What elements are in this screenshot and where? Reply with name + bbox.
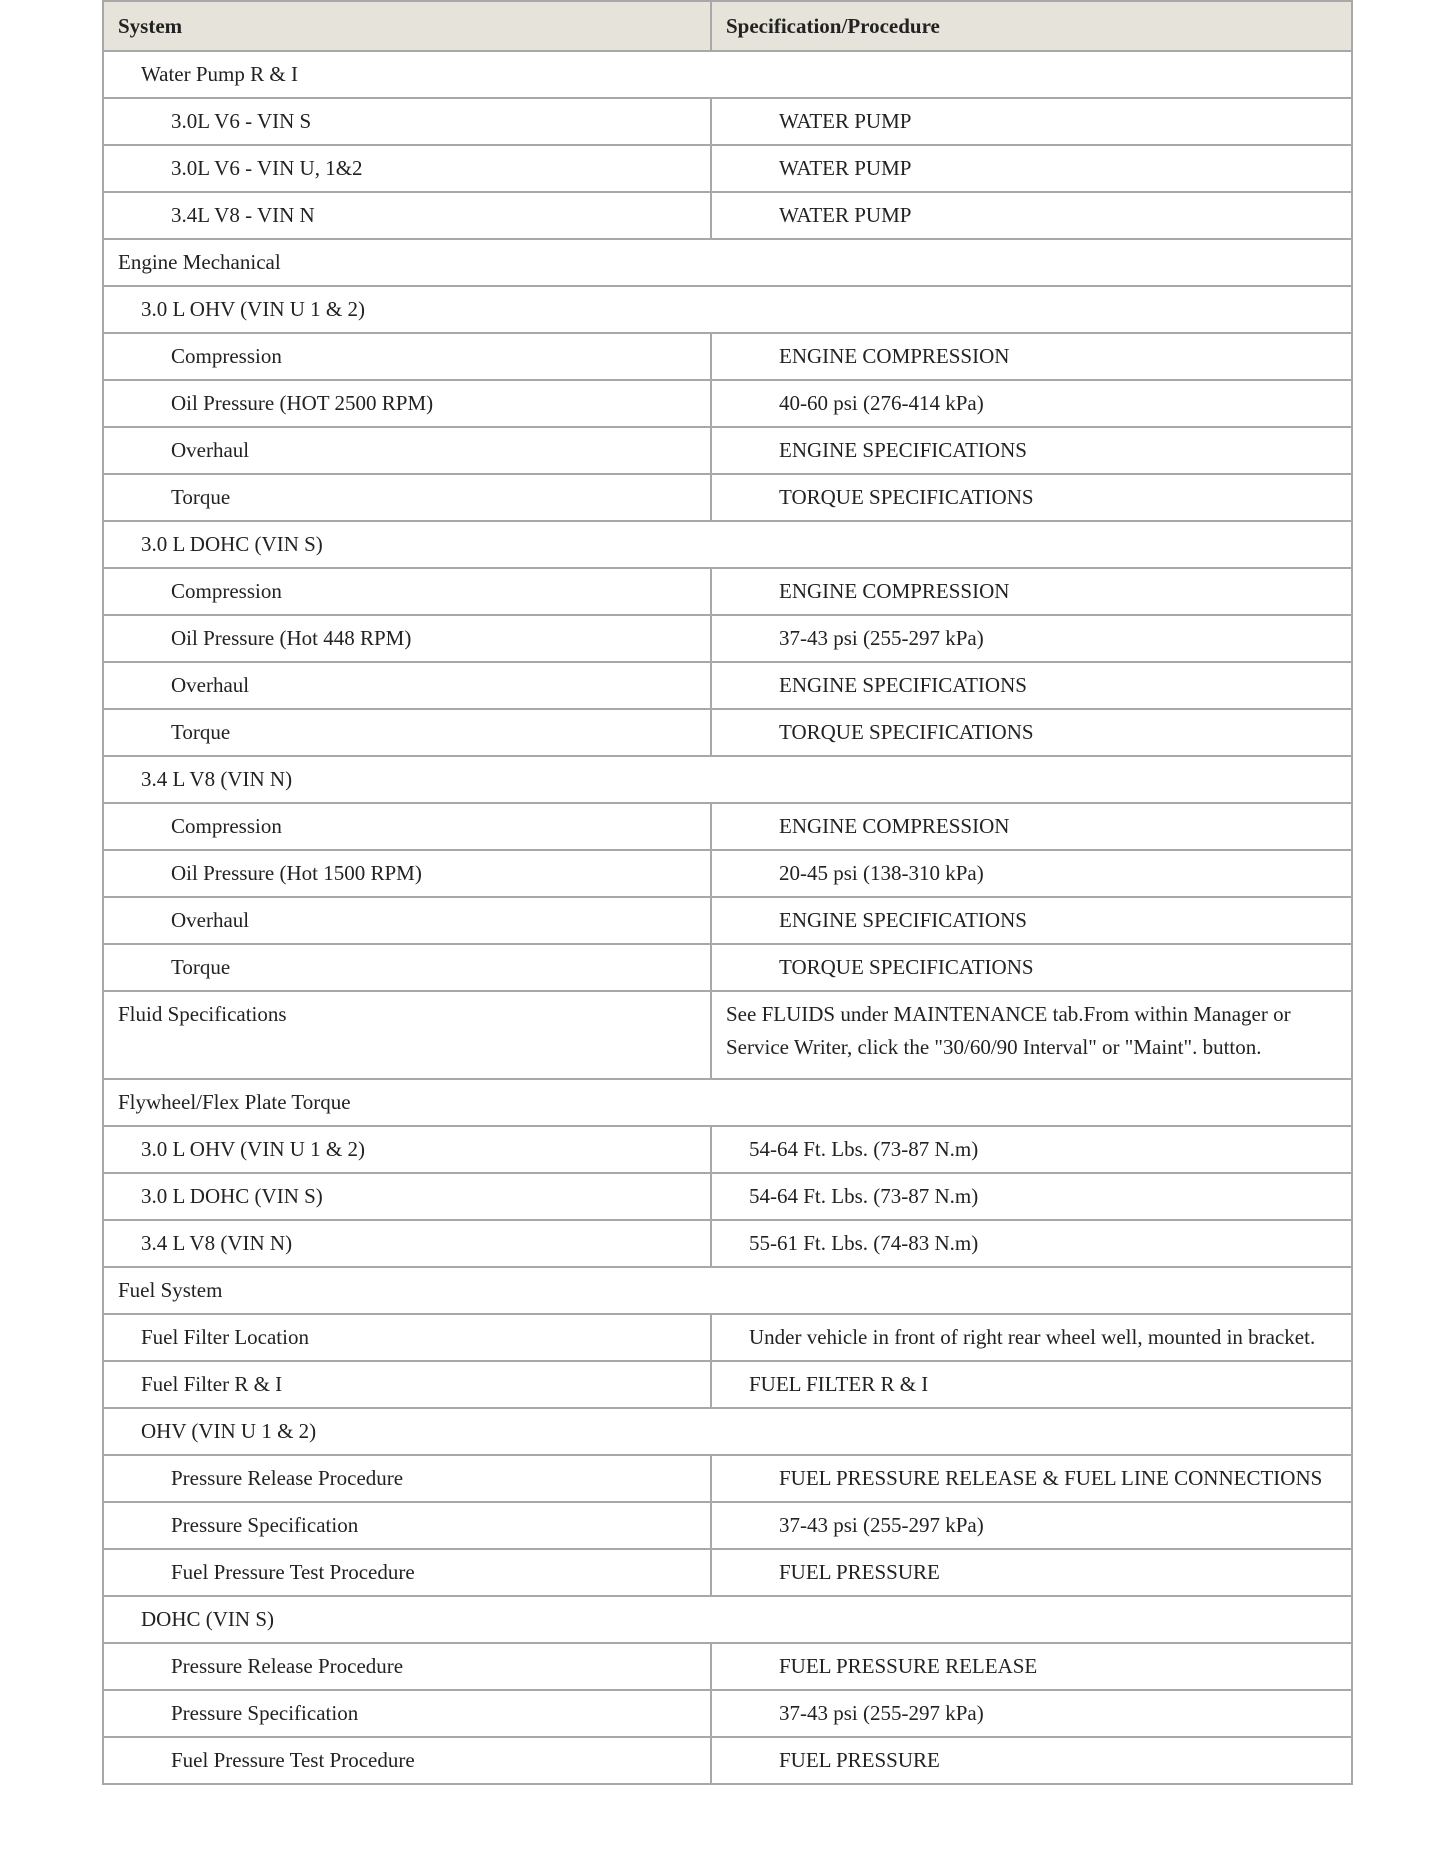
specification-cell: ENGINE COMPRESSION [711, 568, 1352, 615]
section-heading: 3.4 L V8 (VIN N) [103, 756, 1352, 803]
section-heading: DOHC (VIN S) [103, 1596, 1352, 1643]
specification-cell: FUEL PRESSURE [711, 1737, 1352, 1784]
system-cell: Fuel Pressure Test Procedure [103, 1549, 711, 1596]
table-row [103, 98, 1352, 145]
specification-cell: Under vehicle in front of right rear wheel well, mounted in bracket. [711, 1314, 1352, 1361]
specification-cell: WATER PUMP [711, 192, 1352, 239]
specification-cell: 40-60 psi (276-414 kPa) [711, 380, 1352, 427]
table-row [103, 145, 1352, 192]
table-row [103, 662, 1352, 709]
system-cell: 3.4 L V8 (VIN N) [103, 1220, 711, 1267]
table-row [103, 709, 1352, 756]
system-cell: Oil Pressure (HOT 2500 RPM) [103, 380, 711, 427]
table-row [103, 568, 1352, 615]
system-cell: Overhaul [103, 662, 711, 709]
section-heading: OHV (VIN U 1 & 2) [103, 1408, 1352, 1455]
column-header-specification: Specification/Procedure [711, 1, 1352, 51]
system-cell: 3.0 L DOHC (VIN S) [103, 1173, 711, 1220]
system-cell: Pressure Specification [103, 1502, 711, 1549]
table-row [103, 333, 1352, 380]
specification-cell: FUEL PRESSURE RELEASE [711, 1643, 1352, 1690]
table-row [103, 1361, 1352, 1408]
table-row [103, 1220, 1352, 1267]
section-row [103, 1079, 1352, 1126]
system-cell: 3.4L V8 - VIN N [103, 192, 711, 239]
system-cell: Torque [103, 709, 711, 756]
table-body [103, 51, 1352, 1784]
table-row [103, 615, 1352, 662]
section-row [103, 51, 1352, 98]
table-row [103, 192, 1352, 239]
table-row [103, 850, 1352, 897]
specification-cell: 20-45 psi (138-310 kPa) [711, 850, 1352, 897]
section-row [103, 1408, 1352, 1455]
table-row [103, 427, 1352, 474]
specification-cell: TORQUE SPECIFICATIONS [711, 944, 1352, 991]
section-heading: Engine Mechanical [103, 239, 1352, 286]
specification-cell: 54-64 Ft. Lbs. (73-87 N.m) [711, 1126, 1352, 1173]
specification-cell: ENGINE COMPRESSION [711, 333, 1352, 380]
specification-cell: FUEL FILTER R & I [711, 1361, 1352, 1408]
specification-cell: WATER PUMP [711, 145, 1352, 192]
system-cell: 3.0 L OHV (VIN U 1 & 2) [103, 1126, 711, 1173]
table-row [103, 474, 1352, 521]
table-row [103, 1643, 1352, 1690]
specification-cell: TORQUE SPECIFICATIONS [711, 709, 1352, 756]
specification-cell: ENGINE SPECIFICATIONS [711, 662, 1352, 709]
section-heading: Flywheel/Flex Plate Torque [103, 1079, 1352, 1126]
table-row [103, 1690, 1352, 1737]
system-cell: 3.0L V6 - VIN S [103, 98, 711, 145]
section-heading: 3.0 L DOHC (VIN S) [103, 521, 1352, 568]
table-header-row [103, 1, 1352, 51]
system-cell: Overhaul [103, 897, 711, 944]
system-cell: Pressure Specification [103, 1690, 711, 1737]
section-row [103, 521, 1352, 568]
system-cell: 3.0L V6 - VIN U, 1&2 [103, 145, 711, 192]
specification-cell: See FLUIDS under MAINTENANCE tab.From within Manager or Service Writer, click the "30/60/90 Interval" or "Maint". button. [711, 991, 1352, 1079]
spec-sheet [102, 0, 1351, 1785]
specification-cell: 54-64 Ft. Lbs. (73-87 N.m) [711, 1173, 1352, 1220]
specification-cell: FUEL PRESSURE [711, 1549, 1352, 1596]
system-cell: Pressure Release Procedure [103, 1643, 711, 1690]
section-row [103, 756, 1352, 803]
section-row [103, 1596, 1352, 1643]
table-row [103, 1455, 1352, 1502]
system-cell: Compression [103, 568, 711, 615]
section-heading: Water Pump R & I [103, 51, 1352, 98]
specification-cell: 37-43 psi (255-297 kPa) [711, 1690, 1352, 1737]
system-cell: Fluid Specifications [103, 991, 711, 1079]
section-heading: 3.0 L OHV (VIN U 1 & 2) [103, 286, 1352, 333]
specification-table [102, 0, 1353, 1785]
section-row [103, 1267, 1352, 1314]
table-row [103, 1502, 1352, 1549]
table-row [103, 1314, 1352, 1361]
table-row [103, 1549, 1352, 1596]
system-cell: Torque [103, 474, 711, 521]
table-row [103, 1173, 1352, 1220]
specification-cell: ENGINE SPECIFICATIONS [711, 897, 1352, 944]
table-row [103, 803, 1352, 850]
system-cell: Fuel Filter R & I [103, 1361, 711, 1408]
system-cell: Fuel Filter Location [103, 1314, 711, 1361]
specification-cell: FUEL PRESSURE RELEASE & FUEL LINE CONNECTIONS [711, 1455, 1352, 1502]
system-cell: Fuel Pressure Test Procedure [103, 1737, 711, 1784]
table-row [103, 380, 1352, 427]
specification-cell: ENGINE SPECIFICATIONS [711, 427, 1352, 474]
system-cell: Compression [103, 333, 711, 380]
specification-cell: WATER PUMP [711, 98, 1352, 145]
table-row [103, 1126, 1352, 1173]
column-header-system: System [103, 1, 711, 51]
specification-cell: ENGINE COMPRESSION [711, 803, 1352, 850]
table-row [103, 1737, 1352, 1784]
table-row [103, 944, 1352, 991]
section-row [103, 239, 1352, 286]
section-row [103, 286, 1352, 333]
system-cell: Oil Pressure (Hot 1500 RPM) [103, 850, 711, 897]
specification-cell: 55-61 Ft. Lbs. (74-83 N.m) [711, 1220, 1352, 1267]
specification-cell: TORQUE SPECIFICATIONS [711, 474, 1352, 521]
specification-cell: 37-43 psi (255-297 kPa) [711, 615, 1352, 662]
table-row [103, 991, 1352, 1079]
table-row [103, 897, 1352, 944]
system-cell: Oil Pressure (Hot 448 RPM) [103, 615, 711, 662]
section-heading: Fuel System [103, 1267, 1352, 1314]
specification-cell: 37-43 psi (255-297 kPa) [711, 1502, 1352, 1549]
system-cell: Torque [103, 944, 711, 991]
system-cell: Compression [103, 803, 711, 850]
system-cell: Overhaul [103, 427, 711, 474]
system-cell: Pressure Release Procedure [103, 1455, 711, 1502]
